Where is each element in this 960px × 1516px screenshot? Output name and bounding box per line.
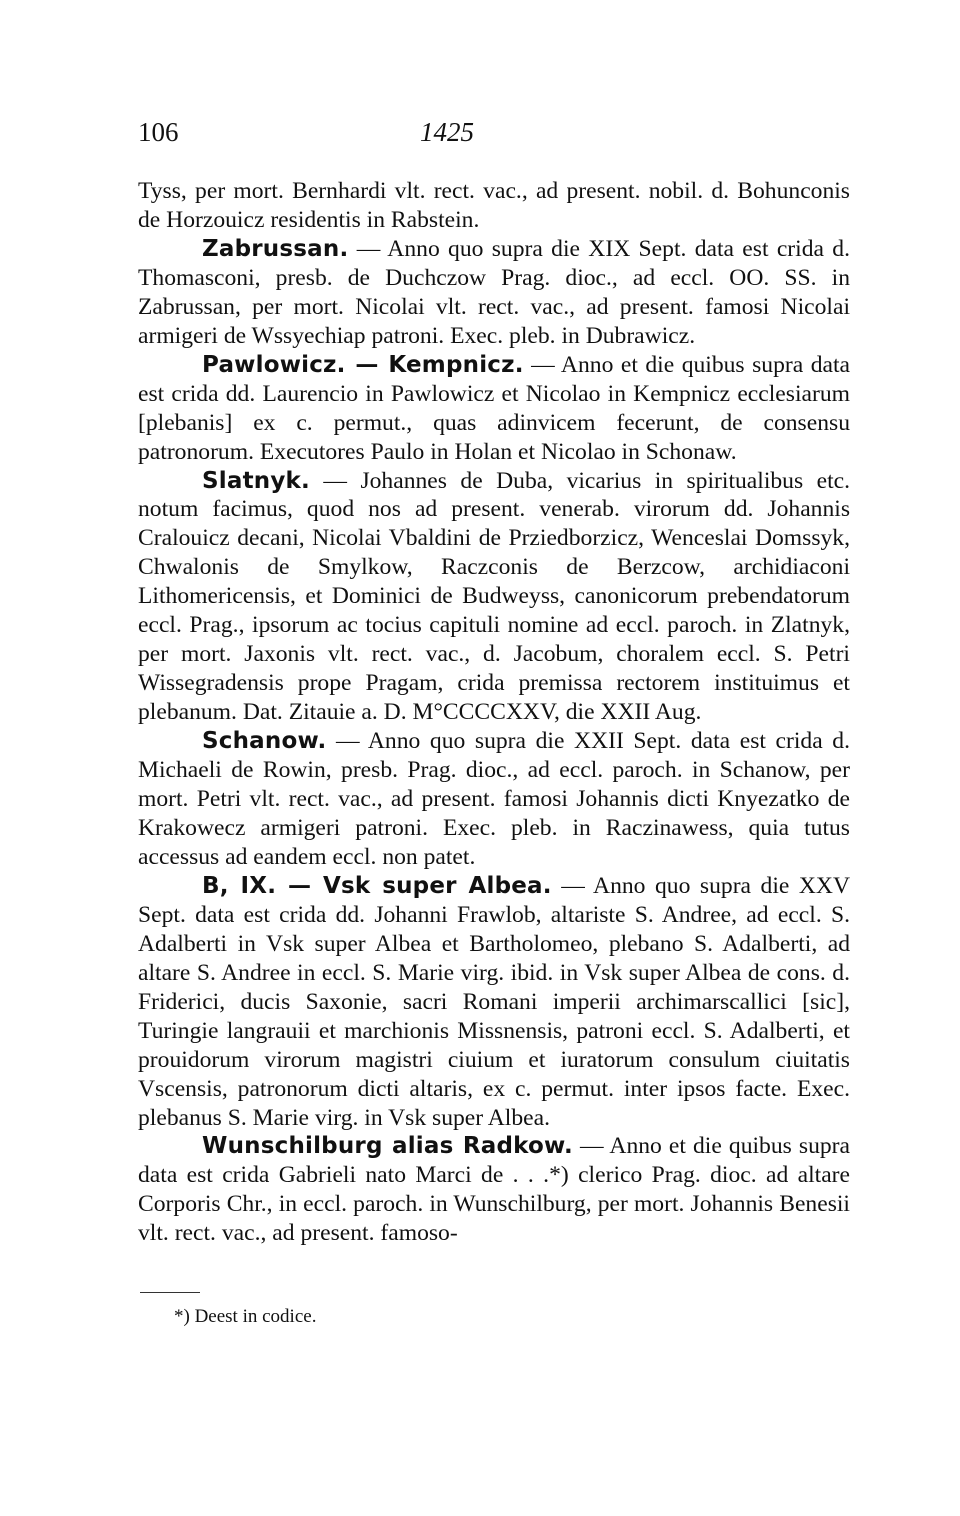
paragraph-text: Tyss, per mort. Bernhardi vlt. rect. vac., ad present. nobil. d. Bohunconis de Horzouicz residentis in Rabstein. (138, 178, 850, 233)
body-text (138, 177, 850, 1248)
page-header (138, 117, 850, 157)
paragraph-0 (138, 177, 850, 235)
entry-wunschilburg (138, 1132, 850, 1248)
entry-text: — Anno et die quibus supra data est crida Gabrieli nato Marci de . . .*) clerico Prag. dioc. ad altare Corporis Chr., in eccl. paroch. in Wunschilburg, per mort. Johannis Benesii vlt. rect. vac., ad present. famoso- (138, 1133, 850, 1247)
footnote-rule (140, 1292, 200, 1293)
entry-text: — Johannes de Duba, vicarius in spiritualibus etc. notum facimus, quod nos ad present. venerab. virorum dd. Johannis Cralouicz decani, Nicolai Vbaldini de Prziedborzicz, Wenceslai Domssyk, Chwalonis de Smylkow, Raczconis de Berzcow, archidiaconi Lithomericensis, et Dominici de Budweyss, canonicorum prebendatorum eccl. Prag., ipsorum ac tocius capituli nomine ad eccl. paroch. in Zlatnyk, per mort. Jaxonis vlt. rect. vac., d. Jacobum, choralem eccl. S. Petri Wissegradensis prope Pragam, crida premissa rectorem instituimus et plebanum. Dat. Zitauie a. D. M°CCCCXXV, die XXII Aug. (138, 467, 850, 726)
page-number: 106 (138, 117, 179, 147)
entry-text: — Anno quo supra die XXV Sept. data est crida dd. Johanni Frawlob, altariste S. Andree, ad eccl. S. Adalberti in Vsk super Albea et Bartholomeo, plebano S. Adalberti, ad altare S. Andree in eccl. S. Marie virg. ibid. in Vsk super Albea de cons. d. Friderici, ducis Saxonie, sacri Romani imperii archimarscallici [sic], Turingie langrauii et marchionis Missnensis, patroni eccl. S. Adalberti, et prouidorum virorum magistri ciuium et iuratorum consulum ciuitatis Vscensis, patronorum dicti altaris, ex c. permut. inter ipsos facte. Exec. plebanus S. Marie virg. in Vsk super Albea. (138, 872, 851, 1131)
entry-heading: Wunschilburg alias Radkow. (202, 1133, 573, 1160)
entry-vsk-super-albea (138, 872, 850, 1133)
entry-schanow (138, 727, 850, 872)
entry-heading: Pawlowicz. — Kempnicz. (202, 351, 524, 378)
entry-text: — Anno quo supra die XIX Sept. data est crida d. Thomasconi, presb. de Duchczow Prag. dioc., ad eccl. OO. SS. in Zabrussan, per mort. Nicolai vlt. rect. vac., ad present. famosi Nicolai armigeri de Wssyechiap patroni. Exec. pleb. in Dubrawicz. (138, 235, 850, 349)
entry-pawlowicz-kempnicz (138, 351, 850, 467)
entry-heading: Slatnyk. (202, 467, 310, 494)
entry-heading: B, IX. — Vsk super Albea. (202, 872, 552, 899)
entry-zabrussan (138, 235, 850, 351)
entry-text: — Anno quo supra die XXII Sept. data est crida d. Michaeli de Rowin, presb. Prag. dioc., ad eccl. paroch. in Schanow, per mort. Petri vlt. rect. vac., ad present. famosi Johannis dicti Knyezatko de Krakowecz armigeri patroni. Exec. pleb. in Raczinawess, quia tutus accessus ad eandem eccl. non patet. (138, 728, 850, 870)
running-year: 1425 (420, 117, 474, 147)
entry-text: — Anno et die quibus supra data est crida dd. Laurencio in Pawlowicz et Nicolao in Kempnicz ecclesiarum [plebanis] ex c. permut., quas adinvicem fecerunt, de consensu patronorum. Executores Paulo in Holan et Nicolao in Schonaw. (138, 351, 850, 465)
footnote: *) Deest in codice. (174, 1306, 317, 1327)
entry-heading: Zabrussan. (202, 235, 349, 262)
entry-heading: Schanow. (202, 728, 327, 755)
entry-slatnyk (138, 467, 850, 728)
